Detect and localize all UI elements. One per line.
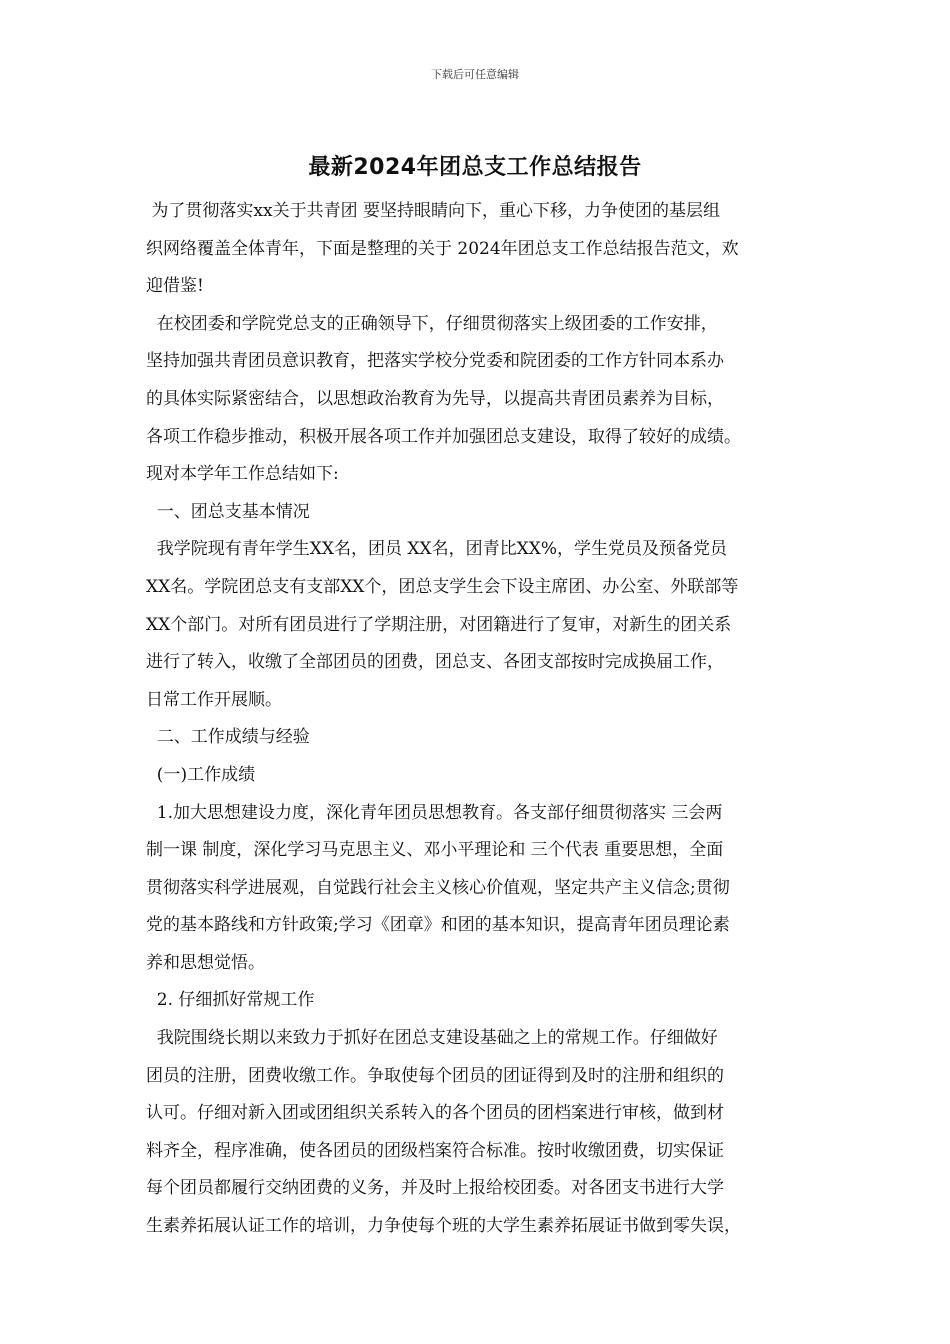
document-body xyxy=(146,193,826,1246)
body-text-line: 团员的注册，团费收缴工作。争取使每个团员的团证得到及时的注册和组织的 xyxy=(146,1065,724,1086)
body-text-line: 现对本学年工作总结如下: xyxy=(146,464,339,485)
body-text-line: XX个部门。对所有团员进行了学期注册，对团籍进行了复审，对新生的团关系 xyxy=(146,614,732,635)
page-header-note: 下载后可任意编辑 xyxy=(431,68,519,81)
body-text-line: 为了贯彻落实xx关于共青团 要坚持眼睛向下，重心下移，力争使团的基层组 xyxy=(146,201,720,221)
body-text-line: 迎借鉴! xyxy=(146,276,204,297)
body-text-line: 坚持加强共青团员意识教育，把落实学校分党委和院团委的工作方针同本系办 xyxy=(146,351,724,372)
body-text-line: 的具体实际紧密结合，以思想政治教育为先导，以提高共青团员素养为目标， xyxy=(146,388,724,409)
body-text-line: 养和思想觉悟。 xyxy=(146,952,265,973)
body-text-line: 料齐全，程序准确，使各团员的团级档案符合标准。按时收缴团费，切实保证 xyxy=(146,1140,724,1161)
body-text-line: 1.加大思想建设力度，深化青年团员思想教育。各支部仔细贯彻落实 三会两 xyxy=(146,802,723,823)
body-text-line: 各项工作稳步推动，积极开展各项工作并加强团总支建设，取得了较好的成绩。 xyxy=(146,426,741,447)
body-text-line: XX名。学院团总支有支部XX个，团总支学生会下设主席团、办公室、外联部等 xyxy=(146,576,739,597)
body-text-line: 党的基本路线和方针政策;学习《团章》和团的基本知识，提高青年团员理论素 xyxy=(146,915,730,936)
body-text-line: 我学院现有青年学生XX名，团员 XX名，团青比XX%，学生党员及预备党员 xyxy=(146,539,727,560)
body-text-line: 织网络覆盖全体青年，下面是整理的关于 2024年团总支工作总结报告范文，欢 xyxy=(146,238,739,259)
body-text-line: 生素养拓展认证工作的培训，力争使每个班的大学生素养拓展证书做到零失误， xyxy=(146,1216,741,1237)
body-text-line: 在校团委和学院党总支的正确领导下，仔细贯彻落实上级团委的工作安排， xyxy=(146,313,718,334)
body-text-line: 一、团总支基本情况 xyxy=(146,501,310,522)
body-text-line: 认可。仔细对新入团或团组织关系转入的各个团员的团档案进行审核，做到材 xyxy=(146,1103,724,1124)
document-title: 最新2024年团总支工作总结报告 xyxy=(308,155,642,180)
body-text-line: 制一课 制度，深化学习马克思主义、邓小平理论和 三个代表 重要思想，全面 xyxy=(146,840,724,861)
body-text-line: (一)工作成绩 xyxy=(146,764,256,785)
body-text-line: 2. 仔细抓好常规工作 xyxy=(146,990,315,1011)
body-text-line: 每个团员都履行交纳团费的义务，并及时上报给校团委。对各团支书进行大学 xyxy=(146,1178,724,1199)
body-text-line: 我院围绕长期以来致力于抓好在团总支建设基础之上的常规工作。仔细做好 xyxy=(146,1028,718,1049)
body-text-line: 进行了转入，收缴了全部团员的团费，团总支、各团支部按时完成换届工作， xyxy=(146,652,724,673)
body-text-line: 二、工作成绩与经验 xyxy=(146,727,310,748)
body-text-line: 贯彻落实科学进展观，自觉践行社会主义核心价值观，坚定共产主义信念;贯彻 xyxy=(146,877,730,898)
body-text-line: 日常工作开展顺。 xyxy=(146,689,282,710)
